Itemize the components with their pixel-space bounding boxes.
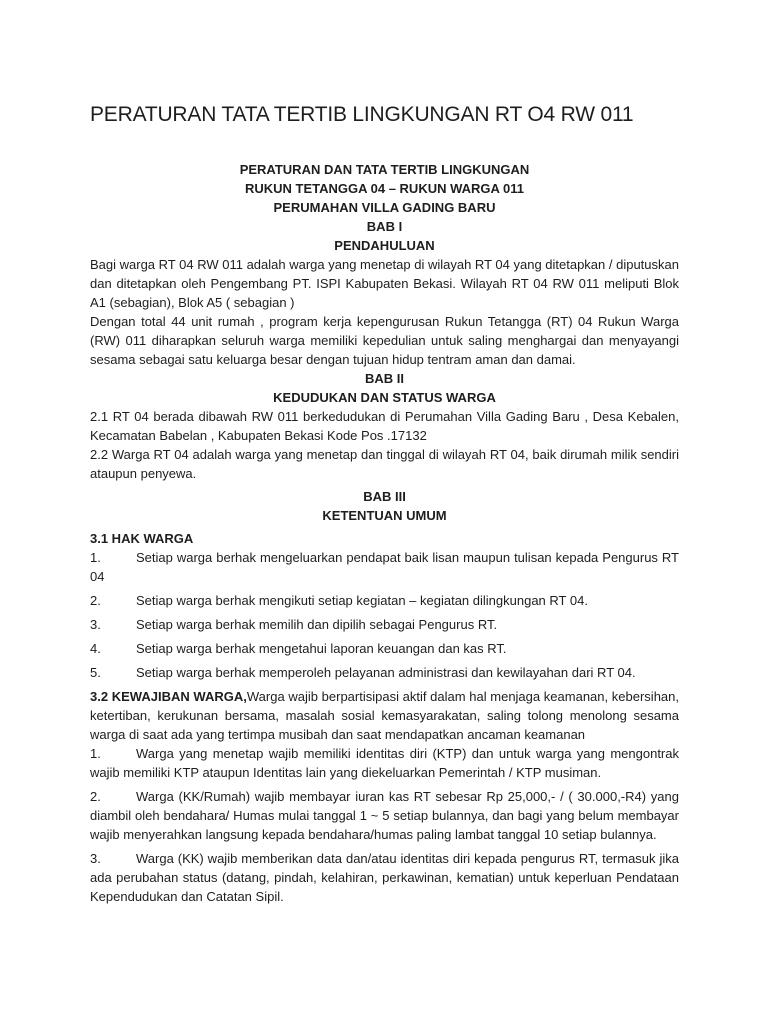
- kewajiban-warga-paragraph: [90, 687, 679, 744]
- hak-item: [90, 591, 679, 610]
- hak-item: [90, 548, 679, 586]
- hak-item-number: 5.: [90, 665, 101, 680]
- bab1-title: PENDAHULUAN: [334, 238, 435, 253]
- kewajiban-warga-intro: Warga wajib berpartisipasi aktif dalam hal menjaga keamanan, kebersihan, ketertiban, kerukunan bersama, masalah sosial kemasyarakatan, saling tolong menolong sesama warga di saat ada yang tertimpa musibah dan saat mendapatkan ancaman keamanan: [90, 689, 679, 742]
- kewajiban-warga-title: 3.2 KEWAJIBAN WARGA,: [90, 689, 247, 704]
- kewajiban-item-text: Warga yang menetap wajib memiliki identitas diri (KTP) dan untuk warga yang mengontrak wajib memiliki KTP ataupun Identitas lain yang diekeluarkan Pemerintah / KTP musiman.: [90, 746, 679, 780]
- kewajiban-item-number: 1.: [90, 746, 101, 761]
- bab2-label: BAB II: [365, 371, 404, 386]
- hak-item-number: 1.: [90, 550, 101, 565]
- bab1-label: BAB I: [366, 219, 403, 234]
- hak-item: [90, 663, 679, 682]
- hak-item-text: Setiap warga berhak mengetahui laporan keuangan dan kas RT.: [136, 641, 507, 656]
- kewajiban-item: [90, 787, 679, 844]
- bab2-title: KEDUDUKAN DAN STATUS WARGA: [273, 390, 496, 405]
- hak-item: [90, 615, 679, 634]
- heading-line-1: PERATURAN DAN TATA TERTIB LINGKUNGAN: [239, 162, 530, 177]
- hak-item-text: Setiap warga berhak memilih dan dipilih sebagai Pengurus RT.: [136, 617, 498, 632]
- hak-item-number: 3.: [90, 617, 101, 632]
- document-page: [90, 0, 679, 1024]
- hak-item-text: Setiap warga berhak mengikuti setiap kegiatan – kegiatan dilingkungan RT 04.: [136, 593, 588, 608]
- bab3-title: KETENTUAN UMUM: [322, 508, 447, 523]
- heading-line-2: RUKUN TETANGGA 04 – RUKUN WARGA 011: [244, 181, 525, 196]
- bab3-label: BAB III: [363, 489, 406, 504]
- hak-warga-title: 3.1 HAK WARGA: [90, 531, 194, 546]
- kewajiban-item-number: 2.: [90, 789, 101, 804]
- kewajiban-item-text: Warga (KK) wajib memberikan data dan/atau identitas diri kepada pengurus RT, termasuk jika ada perubahan status (datang, pindah, kelahiran, perkawinan, kematian) untuk keperluan Pendataan Kependudukan dan Catatan Sipil.: [90, 851, 679, 904]
- bab2-paragraph-2: 2.2 Warga RT 04 adalah warga yang menetap dan tinggal di wilayah RT 04, baik dirumah milik sendiri ataupun penyewa.: [90, 447, 679, 481]
- kewajiban-item-text: Warga (KK/Rumah) wajib membayar iuran kas RT sebesar Rp 25,000,- / ( 30.000,-R4) yang diambil oleh bendahara/ Humas mulai tanggal 1 ~ 5 setiap bulannya, dan bagi yang belum membayar wajib menyerahkan langsung kepada bendahara/humas paling lambat tanggal 10 setiap bulannya.: [90, 789, 679, 842]
- bab1-paragraph-2: Dengan total 44 unit rumah , program kerja kepengurusan Rukun Tetangga (RT) 04 Rukun Warga (RW) 011 diharapkan seluruh warga memiliki kepedulian untuk saling menghargai dan menyayangi sesama sebagai satu keluarga besar dengan tujuan hidup tentram aman dan damai.: [90, 314, 679, 367]
- hak-item: [90, 639, 679, 658]
- kewajiban-item: [90, 744, 679, 782]
- document-body: [90, 160, 679, 906]
- hak-item-number: 4.: [90, 641, 101, 656]
- bab2-paragraph-1: 2.1 RT 04 berada dibawah RW 011 berkedudukan di Perumahan Villa Gading Baru , Desa Kebalen, Kecamatan Babelan , Kabupaten Bekasi Kode Pos .17132: [90, 409, 679, 443]
- bab1-paragraph-1: Bagi warga RT 04 RW 011 adalah warga yang menetap di wilayah RT 04 yang ditetapkan / diputuskan dan ditetapkan oleh Pengembang PT. ISPI Kabupaten Bekasi. Wilayah RT 04 RW 011 meliputi Blok A1 (sebagian), Blok A5 ( sebagian ): [90, 257, 679, 310]
- document-title: PERATURAN TATA TERTIB LINGKUNGAN RT O4 RW 011: [90, 103, 634, 126]
- document-heading-block: [90, 160, 679, 255]
- hak-item-number: 2.: [90, 593, 101, 608]
- hak-item-text: Setiap warga berhak memperoleh pelayanan administrasi dan kewilayahan dari RT 04.: [136, 665, 636, 680]
- kewajiban-item-number: 3.: [90, 851, 101, 866]
- kewajiban-item: [90, 849, 679, 906]
- hak-item-text: Setiap warga berhak mengeluarkan pendapat baik lisan maupun tulisan kepada Pengurus RT 04: [90, 550, 679, 584]
- heading-line-3: PERUMAHAN VILLA GADING BARU: [273, 200, 496, 215]
